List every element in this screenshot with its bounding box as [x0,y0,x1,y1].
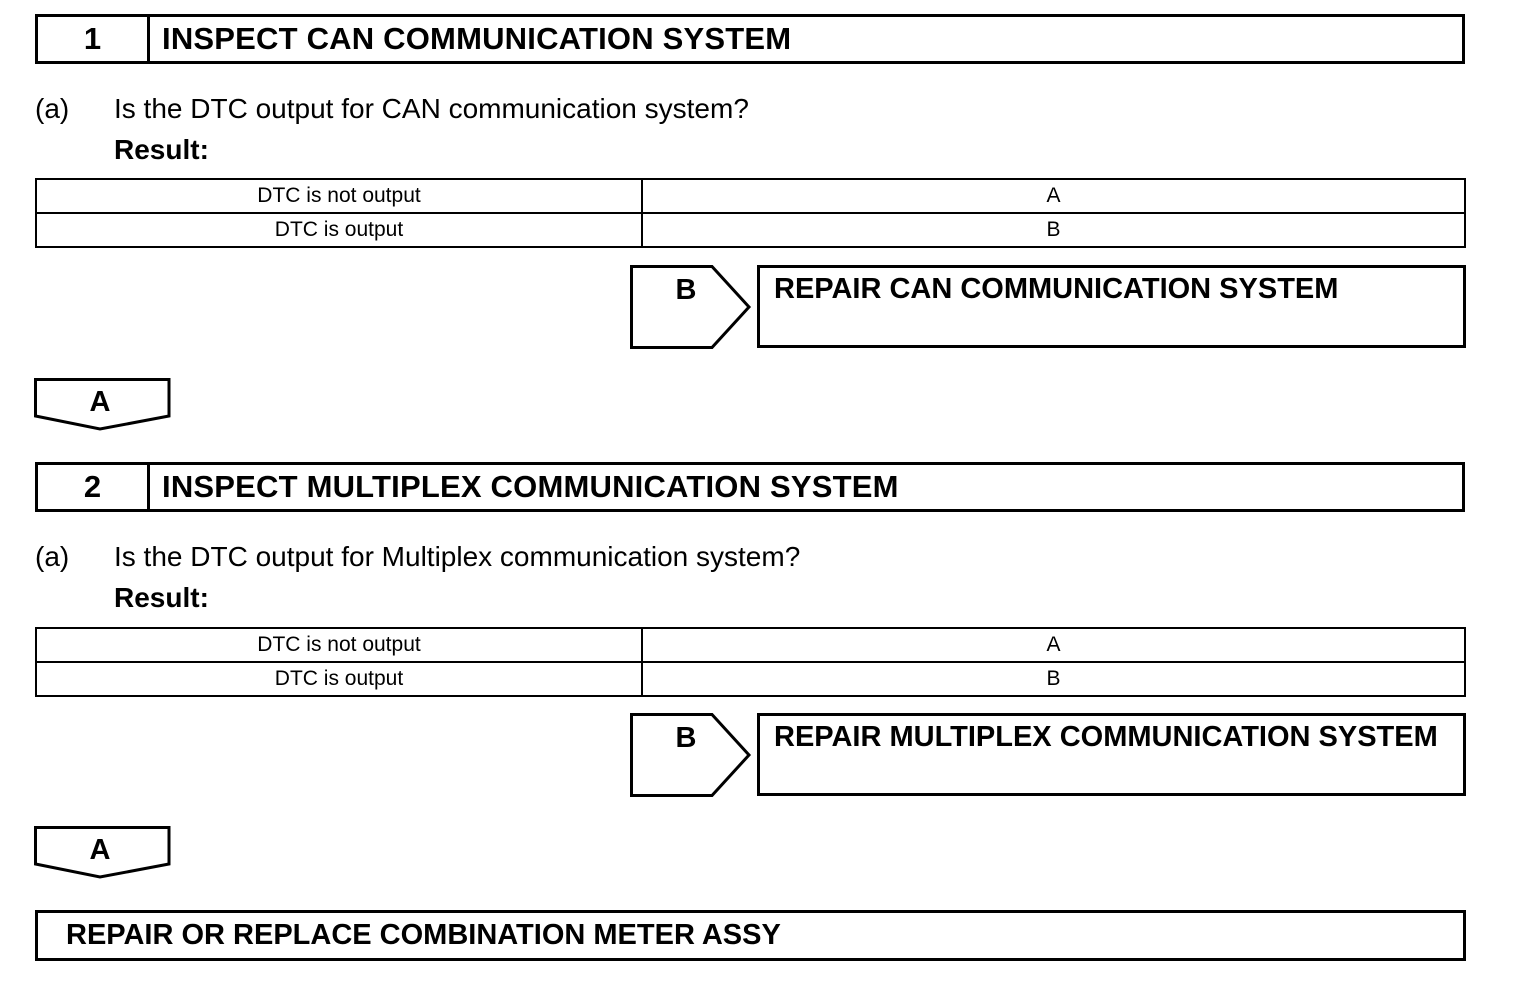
table-row [36,179,1465,213]
question-marker: (a) [35,93,70,124]
branch-b-label: B [675,274,697,306]
result-label: Result: [114,582,209,613]
question-text: Is the DTC output for CAN communication system? [114,93,749,124]
result-proceed: B [642,662,1465,696]
repair-action-text: REPAIR MULTIPLEX COMMUNICATION SYSTEM [774,721,1438,753]
final-action-box [35,910,1466,961]
step-title: INSPECT CAN COMMUNICATION SYSTEM [162,21,792,56]
result-condition: DTC is output [36,662,642,696]
result-label: Result: [114,134,209,165]
question-marker: (a) [35,541,70,572]
step-number: 1 [38,17,150,61]
result-condition: DTC is not output [36,628,642,662]
result-condition: DTC is not output [36,179,642,213]
table-row [36,662,1465,696]
result-proceed: A [642,628,1465,662]
step-number: 2 [38,465,150,509]
repair-action-text: REPAIR CAN COMMUNICATION SYSTEM [774,273,1339,305]
step-2-header [35,462,1465,512]
branch-b-label: B [675,722,697,754]
result-proceed: B [642,213,1465,247]
branch-a-label: A [89,834,111,866]
table-row [36,628,1465,662]
result-condition: DTC is output [36,213,642,247]
branch-a-label: A [89,386,111,418]
step-1-header [35,14,1465,64]
final-action-text: REPAIR OR REPLACE COMBINATION METER ASSY [66,919,781,951]
repair-action-box [757,713,1466,796]
result-proceed: A [642,179,1465,213]
result-table [35,627,1466,697]
repair-action-box [757,265,1466,348]
question-text: Is the DTC output for Multiplex communication system? [114,541,801,572]
table-row [36,213,1465,247]
step-title: INSPECT MULTIPLEX COMMUNICATION SYSTEM [162,469,899,504]
result-table [35,178,1466,248]
